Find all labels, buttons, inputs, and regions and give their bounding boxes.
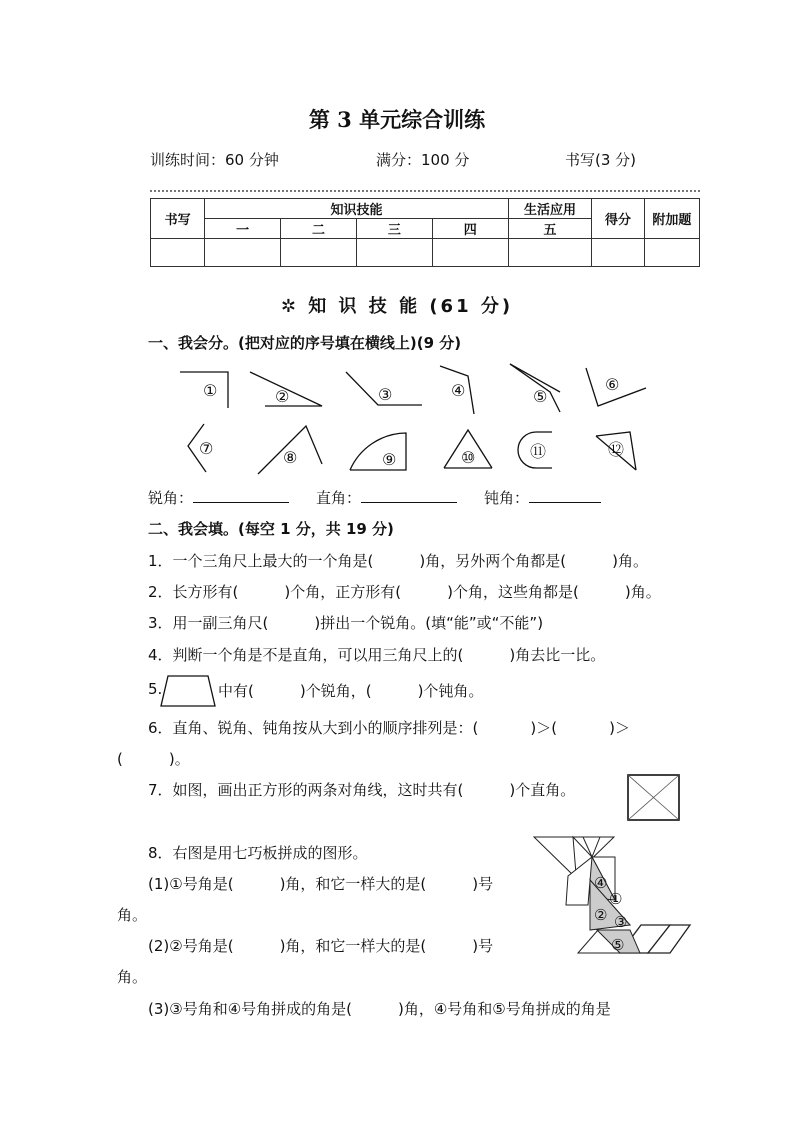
q2-item-4	[148, 644, 605, 665]
acute-label: 锐角：	[148, 489, 194, 507]
text: )。	[168, 750, 190, 768]
obtuse-answer-line[interactable]	[529, 488, 601, 503]
q2-item-7	[148, 779, 575, 800]
text: (2)②号角是(	[148, 937, 234, 955]
text: )角，另外两个角都是(	[419, 552, 567, 570]
tangram-label-3: ③	[614, 913, 628, 931]
q2-item-8-1	[148, 873, 493, 894]
text: )个锐角，(	[299, 682, 372, 700]
full-score-label: 满分：100 分	[376, 151, 470, 169]
text: 7．如图，画出正方形的两条对角线，这时共有(	[148, 781, 464, 799]
q2-item-8-3	[148, 998, 611, 1019]
text: )号	[472, 937, 494, 955]
q2-item-8-2-cont: 角。	[117, 968, 148, 986]
text: )＞	[609, 719, 630, 737]
cell-sub-5: 五	[508, 219, 592, 239]
label-2: ②	[275, 387, 290, 406]
label-4: ④	[451, 381, 466, 400]
text: 4．判断一个角是不是直角，可以用三角尺上的(	[148, 646, 464, 664]
cell-sub-4: 四	[432, 219, 508, 239]
label-5: ⑤	[533, 387, 548, 406]
cell-extra: 附加题	[644, 199, 699, 239]
tangram-label-5: ⑤	[611, 936, 625, 954]
text: )角去比一比。	[509, 646, 606, 664]
writing-score-label: 书写(3 分)	[565, 151, 637, 169]
obtuse-label: 钝角：	[484, 489, 530, 507]
q2-item-6-cont	[117, 748, 190, 769]
text: )角。	[624, 583, 661, 601]
label-1: ①	[203, 381, 218, 400]
flower-icon: ✲	[280, 296, 299, 317]
trapezoid-figure	[161, 676, 215, 706]
acute-answer-row	[148, 487, 289, 508]
cell-sub-1: 一	[205, 219, 281, 239]
square-diagonals-figure	[628, 775, 679, 820]
q2-item-8: 8．右图是用七巧板拼成的图形。	[148, 844, 368, 862]
cell-writing: 书写	[151, 199, 205, 239]
section-title-text: 知 识 技 能 (61 分)	[308, 296, 514, 317]
label-9: ⑨	[382, 450, 397, 469]
q2-item-8-1-cont: 角。	[117, 906, 148, 924]
q2-item-3	[148, 612, 543, 633]
right-label: 直角：	[316, 489, 362, 507]
time-label: 训练时间：60 分钟	[150, 151, 279, 169]
text: (3)③号角和④号角拼成的角是(	[148, 1000, 352, 1018]
angle-shape-9	[350, 433, 406, 470]
q1-heading: 一、我会分。(把对应的序号填在横线上)(9 分)	[148, 334, 462, 352]
q2-item-8-2	[148, 935, 493, 956]
text: 中有(	[218, 682, 254, 700]
text: )拼出一个锐角。(填“能”或“不能”)	[314, 614, 544, 632]
text: (	[117, 750, 123, 768]
text: )个角，正方形有(	[284, 583, 402, 601]
text: )号	[472, 875, 494, 893]
tangram-label-2: ②	[594, 906, 608, 924]
cell-knowledge: 知识技能	[205, 199, 508, 219]
cell-sub-2: 二	[281, 219, 357, 239]
label-8: ⑧	[283, 448, 298, 467]
obtuse-answer-row	[484, 487, 601, 508]
text: (1)①号角是(	[148, 875, 234, 893]
text: )个直角。	[509, 781, 576, 799]
cell-life: 生活应用	[508, 199, 592, 219]
label-12: ⑫	[608, 440, 625, 459]
text: )＞(	[530, 719, 558, 737]
text: )角，和它一样大的是(	[279, 875, 427, 893]
q2-item-6	[148, 717, 630, 738]
cell-score: 得分	[592, 199, 644, 239]
label-11: ⑪	[530, 442, 547, 461]
text: 2．长方形有(	[148, 583, 239, 601]
label-7: ⑦	[199, 439, 214, 458]
text: )角，④号角和⑤号角拼成的角是	[398, 1000, 611, 1018]
q2-item-5-num: 5.	[148, 680, 163, 698]
page-title: 第 3 单元综合训练	[308, 107, 486, 132]
right-answer-line[interactable]	[361, 488, 457, 503]
label-3: ③	[378, 385, 393, 404]
text: )角，和它一样大的是(	[279, 937, 427, 955]
q2-item-2	[148, 581, 661, 602]
text: )角。	[612, 552, 648, 570]
q2-heading: 二、我会填。(每空 1 分，共 19 分)	[148, 520, 394, 538]
q2-item-5	[218, 680, 483, 701]
text: 3．用一副三角尺(	[148, 614, 269, 632]
label-10: ⑩	[461, 448, 476, 467]
text: )个钝角。	[417, 682, 484, 700]
cell-sub-3: 三	[356, 219, 432, 239]
label-6: ⑥	[605, 375, 620, 394]
text: 1．一个三角尺上最大的一个角是(	[148, 552, 374, 570]
acute-answer-line[interactable]	[193, 488, 289, 503]
q2-item-1	[148, 550, 648, 571]
right-answer-row	[316, 487, 457, 508]
tangram-label-4: ④	[594, 874, 608, 892]
text: )个角，这些角都是(	[447, 583, 579, 601]
tangram-label-1: ①	[609, 890, 623, 908]
text: 6．直角、锐角、钝角按从大到小的顺序排列是：(	[148, 719, 479, 737]
